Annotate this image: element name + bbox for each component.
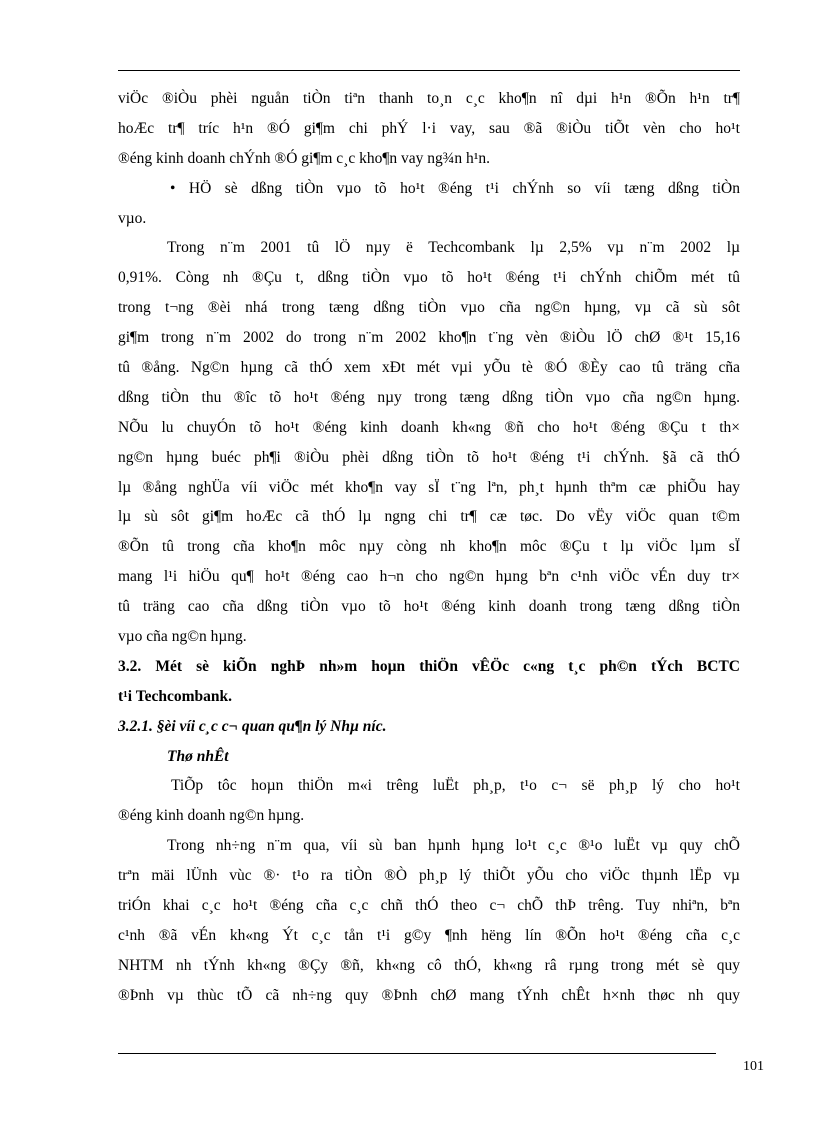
body-line: ®Þnh vµ thùc tÕ cã nh÷ng quy ®Þnh chØ mang tÝnh chÊt h×nh thøc nh quy <box>118 986 740 1004</box>
bullet-text: HÖ sè dßng tiÒn vµo tõ ho¹t ®éng t¹i chÝnh so víi tæng dßng tiÒn <box>188 179 740 197</box>
body-line: c¹nh ®ã vÉn kh«ng Ýt c¸c tån t¹i g©y ¶nh hëng lín ®Õn ho¹t ®éng cña c¸c <box>118 926 740 944</box>
body-line: ®éng kinh doanh chÝnh ®Ó gi¶m c¸c kho¶n vay ng¾n h¹n. <box>118 149 490 167</box>
body-line: NHTM nh tÝnh kh«ng ®Çy ®ñ, kh«ng cô thÓ, kh«ng râ rµng trong mét sè quy <box>118 956 740 974</box>
body-line: 0,91%. Còng nh ®Çu t, dßng tiÒn vµo tõ ho¹t ®éng t¹i chÝnh chiÕm mét tû <box>118 269 740 287</box>
body-line: Trong nh÷ng n¨m qua, víi sù ban hµnh hµng lo¹t c¸c ®¹o luËt vµ quy chÕ <box>167 837 740 855</box>
body-line: tû träng cao cña dßng tiÒn vµo tõ ho¹t ®éng kinh doanh trong tæng dßng tiÒn <box>118 598 740 616</box>
header-rule <box>118 70 740 71</box>
body-line: ®éng kinh doanh ng©n hµng. <box>118 807 305 825</box>
section-heading: 3.2. Mét sè kiÕn nghÞ nh»m hoµn thiÖn vÊÖc c«ng t¸c ph©n tÝch BCTC <box>118 657 740 675</box>
body-line: lµ sù sôt gi¶m hoÆc cã thÓ lµ ngng chi tr¶ cæ tøc. Do vËy viÖc quan t©m <box>118 508 740 526</box>
bullet-item <box>118 174 740 204</box>
body-line: ®Õn tû trong cña kho¶n môc nµy còng nh kho¶n môc ®Çu t lµ viÖc lµm sÏ <box>118 538 740 556</box>
body-line: triÓn khai c¸c ho¹t ®éng cña c¸c chñ thÓ theo c¬ chÕ thÞ trêng. Tuy nhiªn, bªn <box>118 897 740 915</box>
footer-rule <box>118 1053 716 1054</box>
bullet-icon: • <box>170 179 189 197</box>
body-line: lµ ®ång nghÜa víi viÖc mét kho¶n vay sÏ t¨ng lªn, ph¸t hµnh thªm cæ phiÕu hay <box>118 478 740 496</box>
subsection-heading: 3.2.1. §èi víi c¸c c¬ quan qu¶n lý Nhµ níc. <box>118 717 387 735</box>
body-line: Trong n¨m 2001 tû lÖ nµy ë Techcombank lµ 2,5% vµ n¨m 2002 lµ <box>167 239 740 257</box>
body-line: trong t¬ng ®èi nhá trong tæng dßng tiÒn vµo cña ng©n hµng, vµ cã sù sôt <box>118 299 740 317</box>
body-line: ng©n hµng buéc ph¶i ®iÒu phèi dßng tiÒn tõ ho¹t ®éng t¹i chÝnh. §ã cã thÓ <box>118 448 740 466</box>
page-number: 101 <box>743 1059 764 1074</box>
body-line: viÖc ®iÒu phèi nguån tiÒn tiªn thanh to¸n c¸c kho¶n nî dµi h¹n ®Õn h¹n tr¶ <box>118 90 740 107</box>
page-body <box>118 84 740 1011</box>
body-line: trªn mäi lÜnh vùc ®· t¹o ra tiÒn ®Ò ph¸p lý thiÕt yÕu cho viÖc thµnh lËp vµ <box>118 867 740 885</box>
body-line: mang l¹i hiÖu qu¶ ho¹t ®éng cao h¬n cho ng©n hµng bªn c¹nh viÖc vÉn duy tr× <box>118 568 740 586</box>
body-line: NÕu lu chuyÓn tõ ho¹t ®éng kinh doanh kh«ng ®ñ cho ho¹t ®éng ®Çu t th× <box>118 418 740 436</box>
body-line: vµo. <box>118 209 147 227</box>
body-line: tû ®ång. Ng©n hµng cã thÓ xem xÐt mét vµi yÕu tè ®Ó ®Èy cao tû träng cña <box>118 359 740 377</box>
body-line: TiÕp tôc hoµn thiÖn m«i trêng luËt ph¸p, t¹o c¬ së ph¸p lý cho ho¹t <box>171 777 740 795</box>
body-line: gi¶m trong n¨m 2002 do trong n¨m 2002 kho¶n t¨ng vèn ®iÒu lÖ chØ ®¹t 15,16 <box>118 329 740 347</box>
section-heading-cont: t¹i Techcombank. <box>118 687 233 705</box>
body-line: hoÆc tr¶ tríc h¹n ®Ó gi¶m chi phÝ l·i vay, sau ®ã ®iÒu tiÕt vèn cho ho¹t <box>118 119 740 137</box>
body-line: dßng tiÒn thu ®îc tõ ho¹t ®éng nµy trong tæng dßng tiÒn vµo cña ng©n hµng. <box>118 388 740 406</box>
body-line: vµo cña ng©n hµng. <box>118 628 247 646</box>
point-heading: Thø nhÊt <box>167 747 229 765</box>
